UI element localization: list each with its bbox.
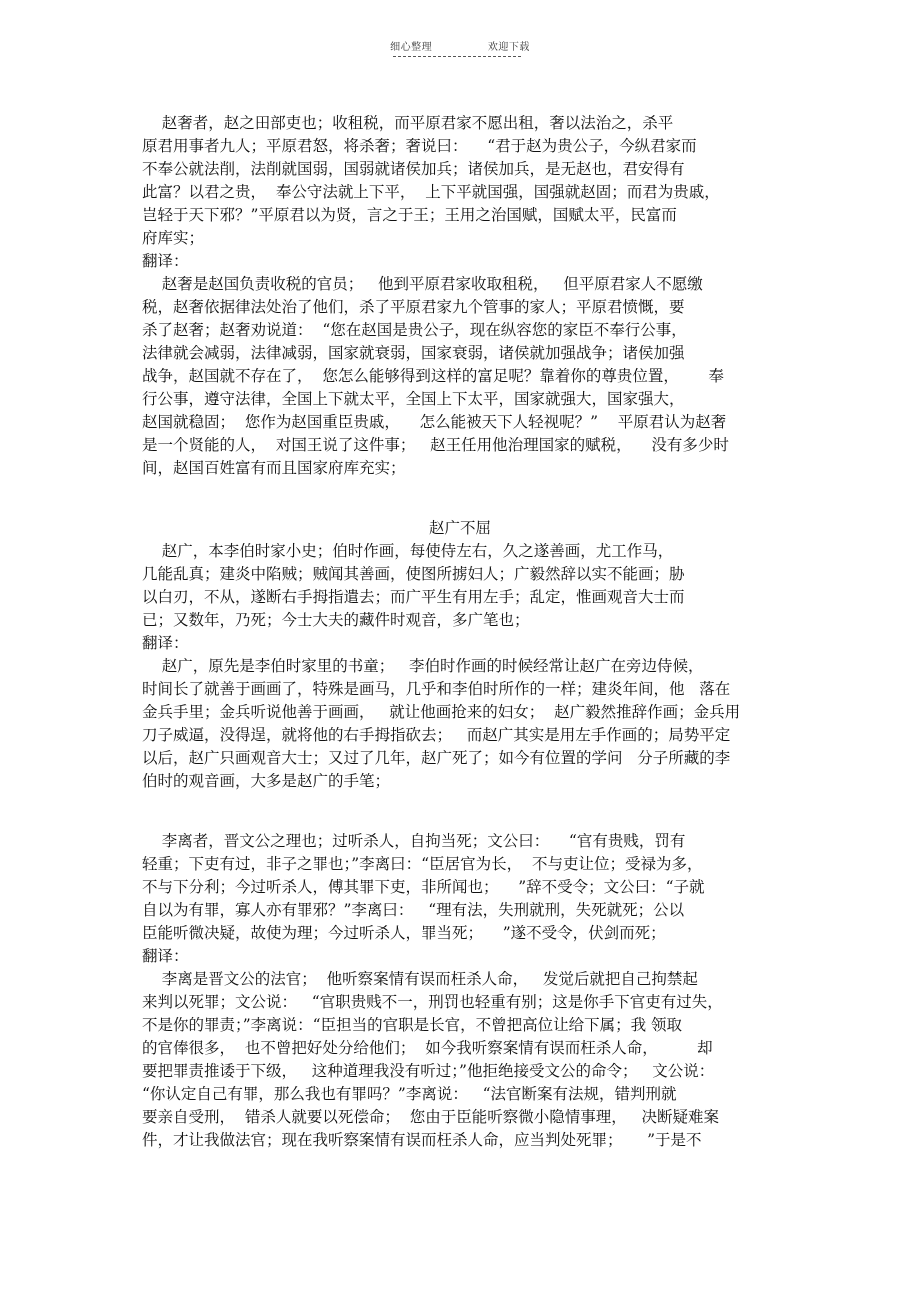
s3-original-line: 不与下分利；今过听杀人，傅其罪下吏，非所闻也； ”辞不受令；文公曰：“子就 [142,878,705,896]
s2-original-line: 赵广，本李伯时家小史；伯时作画，每使侍左右，久之遂善画，尤工作马， [142,542,674,560]
page-header [0,38,920,53]
s3-translation-line: 件，才让我做法官；现在我听察案情有误而枉杀人命，应当判处死罪； ”于是不 [142,1131,702,1149]
s3-original-line: 臣能听微决疑，故使为理；今过听杀人，罪当死； ”遂不受令，伏剑而死； [142,924,666,942]
s2-translation-line: 赵广，原先是李伯时家里的书童； 李伯时作画的时候经常让赵广在旁边侍候， [142,657,704,675]
s1-translation-line: 赵奢是赵国负责收税的官员； 他到平原君家收取租税， 但平原君家人不愿缴 [142,275,703,293]
s3-translation-line: 要把罪责推诿于下级， 这种道理我没有听过；”他拒绝接受文公的命令； 文公说： [142,1062,715,1080]
s3-original-line: 李离者，晋文公之理也；过听杀人，自拘当死；文公曰： “官有贵贱，罚有 [142,832,686,850]
s3-translation-line: 不是你的罪责；”李离说：“臣担当的官职是长官，不曾把高位让给下属；我 领取 [142,1016,683,1034]
s3-original-line: 轻重；下吏有过，非子之罪也；”李离曰：“臣居官为长， 不与吏让位；受禄为多， [142,855,703,873]
s1-translation-label: 翻译： [142,252,189,270]
s1-original-line: 此富？以君之贵， 奉公守法就上下平， 上下平就国强，国强就赵固；而君为贵戚， [142,183,720,201]
s2-translation-line: 时间长了就善于画画了，特殊是画马，几乎和李伯时所作的一样；建炎年间，他 落在 [142,680,731,698]
s1-translation-line: 税，赵奢依据律法处治了他们，杀了平原君家九个管事的家人；平原君愤慨，要 [142,298,685,316]
s3-translation-line: 李离是晋文公的法官； 他听察案情有误而枉杀人命， 发觉后就把自己拘禁起 [142,970,698,988]
header-left-text: 细心整理 [390,42,433,53]
s3-original-line: 自以为有罪，寡人亦有罪邪？”李离曰： “理有法，失刑就刑，失死就死；公以 [142,901,685,919]
s2-title: 赵广不屈 [428,519,491,537]
s2-original-line: 以白刃，不从，遂断右手拇指遣去；而广平生有用左手；乱定，惟画观音大士而 [142,588,685,606]
s1-original-line: 岂轻于天下邪？”平原君以为贤，言之于王；王用之治国赋，国赋太平，民富而 [142,206,677,224]
s2-translation-label: 翻译： [142,634,189,652]
s1-translation-line: 是一个贤能的人， 对国王说了这件事； 赵王任用他治理国家的赋税， 没有多少时 [142,436,729,454]
s3-translation-line: 要亲自受刑， 错杀人就要以死偿命； 您由于臣能听察微小隐情事理， 决断疑难案 [142,1108,719,1126]
s3-translation-line: 来判以死罪；文公说： “官职贵贱不一，刑罚也轻重有别；这是你手下官吏有过失， [142,993,723,1011]
s2-translation-line: 刀子威逼，没得逞，就将他的右手拇指砍去； 而赵广其实是用左手作画的；局势平定 [142,726,731,744]
s2-translation-line: 伯时的观音画，大多是赵广的手笔； [142,772,391,790]
s1-translation-line: 杀了赵奢；赵奢劝说道： “您在赵国是贵公子，现在纵容您的家臣不奉行公事， [142,321,687,339]
s2-translation-line: 金兵手里；金兵听说他善于画画， 就让他画抢来的妇女； 赵广毅然推辞作画；金兵用 [142,703,741,721]
s1-original-line: 赵奢者，赵之田部吏也；收租税，而平原君家不愿出租，奢以法治之，杀平 [142,114,674,132]
s1-translation-line: 法律就会减弱，法律减弱，国家就衰弱，国家衰弱，诸侯就加强战争；诸侯加强 [142,344,685,362]
s1-original-line: 原君用事者九人；平原君怒，将杀奢；奢说曰： “君于赵为贵公子，今纵君家而 [142,137,697,155]
header-divider [393,56,521,57]
s2-original-line: 已；又数年，乃死；今士大夫的藏件时观音，多广笔也； [142,611,530,629]
s3-translation-label: 翻译： [142,947,189,965]
s3-translation-line: “你认定自己有罪，那么我也有罪吗？”李离说： “法官断案有法规，错判刑就 [142,1085,677,1103]
s1-translation-line: 间，赵国百姓富有而且国家府库充实； [142,459,406,477]
s1-translation-line: 行公事，遵守法律，全国上下就太平，全国上下太平，国家就强大，国家强大， [142,390,685,408]
s1-original-line: 不奉公就法削，法削就国弱，国弱就诸侯加兵；诸侯加兵，是无赵也，君安得有 [142,160,685,178]
s1-original-line: 府库实； [142,229,205,247]
header-right-text: 欢迎下载 [487,42,530,53]
s2-original-line: 几能乱真；建炎中陷贼；贼闻其善画，使图所掳妇人；广毅然辞以实不能画；胁 [142,565,685,583]
s3-translation-line: 的官俸很多， 也不曾把好处分给他们； 如今我听察案情有误而枉杀人命， 却 [142,1039,713,1057]
s1-translation-line: 战争，赵国就不存在了， 您怎么能够得到这样的富足呢？靠着你的尊贵位置， 奉 [142,367,724,385]
s1-translation-line: 赵国就稳固； 您作为赵国重臣贵戚， 怎么能被天下人轻视呢？” 平原君认为赵奢 [142,413,727,431]
s2-translation-line: 以后，赵广只画观音大士；又过了几年，赵广死了；如今有位置的学问 分子所藏的李 [142,749,731,767]
